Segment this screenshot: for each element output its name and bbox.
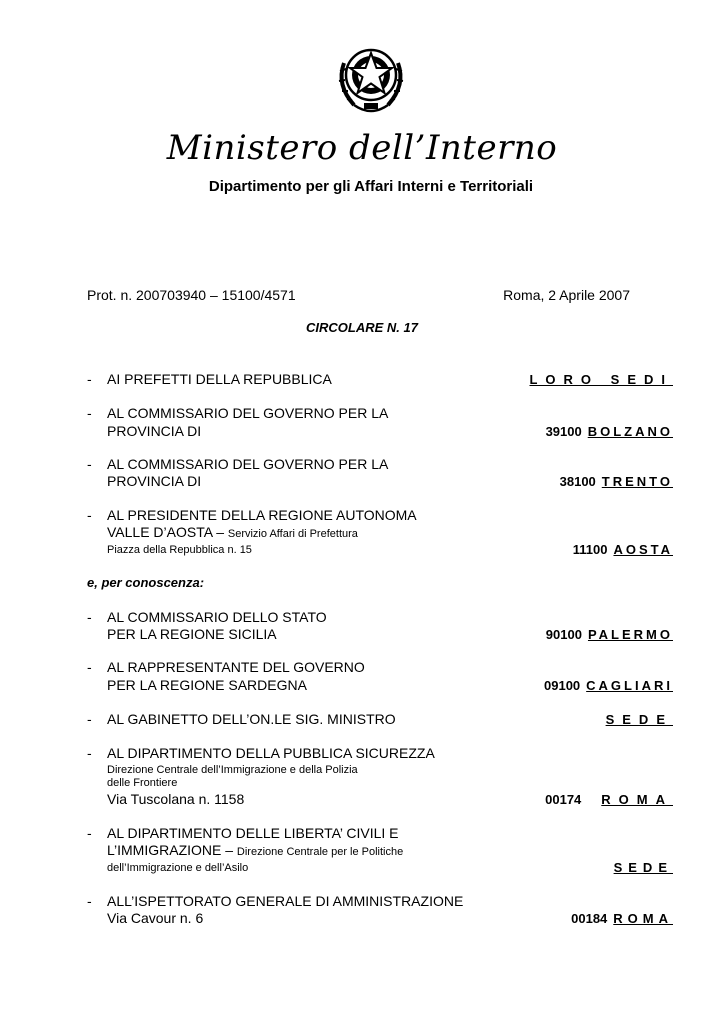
circular-number: CIRCOLARE N. 17 bbox=[306, 320, 418, 335]
recipient-line: Via Tuscolana n. 1158 bbox=[107, 791, 245, 807]
recipient-cap: 39100 bbox=[545, 424, 582, 439]
recipient-line bbox=[107, 524, 358, 540]
recipient-line: PER LA REGIONE SICILIA bbox=[107, 626, 277, 642]
recipient-address bbox=[560, 474, 673, 489]
recipient-address bbox=[606, 712, 673, 727]
recipient-city: BOLZANO bbox=[587, 424, 673, 439]
recipient-line: PROVINCIA DI bbox=[107, 473, 202, 489]
recipient-line: PER LA REGIONE SARDEGNA bbox=[107, 677, 307, 693]
recipient-line: AL COMMISSARIO DEL GOVERNO PER LA bbox=[107, 456, 389, 472]
recipient-address bbox=[529, 372, 673, 387]
document-date: Roma, 2 Aprile 2007 bbox=[503, 287, 630, 303]
recipient-city: ROMA bbox=[601, 792, 673, 807]
republic-emblem-icon bbox=[330, 45, 412, 119]
cc-label: e, per conoscenza: bbox=[87, 575, 205, 590]
recipient-address bbox=[614, 860, 673, 875]
recipient-line: Piazza della Repubblica n. 15 bbox=[107, 544, 252, 556]
list-dash: - bbox=[87, 609, 92, 625]
recipient-city: ROMA bbox=[613, 911, 673, 926]
recipient-city: PALERMO bbox=[587, 627, 673, 642]
recipient-address bbox=[546, 627, 673, 642]
recipient-city: LORO SEDI bbox=[529, 372, 673, 387]
recipient-cap: 90100 bbox=[545, 627, 582, 642]
list-dash: - bbox=[87, 659, 92, 675]
recipient-address bbox=[571, 911, 673, 926]
recipient-cap: 38100 bbox=[559, 474, 596, 489]
recipient-line-detail: Servizio Affari di Prefettura bbox=[227, 528, 358, 540]
list-dash: - bbox=[87, 825, 92, 841]
list-dash: - bbox=[87, 405, 92, 421]
recipient-city: TRENTO bbox=[601, 474, 673, 489]
recipient-line: Via Cavour n. 6 bbox=[107, 910, 204, 926]
list-dash: - bbox=[87, 711, 92, 727]
protocol-number: Prot. n. 200703940 – 15100/4571 bbox=[87, 287, 296, 303]
recipient-line: AL COMMISSARIO DELLO STATO bbox=[107, 609, 327, 625]
recipient-address bbox=[573, 542, 673, 557]
recipient-line: AL RAPPRESENTANTE DEL GOVERNO bbox=[107, 659, 365, 675]
recipient-line-main: L’IMMIGRAZIONE – bbox=[107, 842, 234, 858]
recipient-line: delle Frontiere bbox=[107, 777, 178, 789]
recipient-address bbox=[546, 424, 673, 439]
recipient-address bbox=[544, 678, 673, 693]
department-title: Dipartimento per gli Affari Interni e Territoriali bbox=[208, 178, 534, 195]
recipient-line: AL COMMISSARIO DEL GOVERNO PER LA bbox=[107, 405, 389, 421]
recipient-line: ALL’ISPETTORATO GENERALE DI AMMINISTRAZIONE bbox=[107, 893, 464, 909]
ministry-title: Ministero dell’Interno bbox=[166, 128, 558, 168]
recipient-line: AL DIPARTIMENTO DELLA PUBBLICA SICUREZZA bbox=[107, 745, 435, 761]
recipient-cap: 11100 bbox=[572, 542, 608, 557]
list-dash: - bbox=[87, 893, 92, 909]
recipient-line: AL GABINETTO DELL’ON.LE SIG. MINISTRO bbox=[107, 711, 396, 727]
recipient-line bbox=[107, 842, 403, 858]
list-dash: - bbox=[87, 456, 92, 472]
recipient-line: AL DIPARTIMENTO DELLE LIBERTA’ CIVILI E bbox=[107, 825, 399, 841]
recipient-cap: 00174 bbox=[545, 792, 582, 807]
recipient-line: PROVINCIA DI bbox=[107, 423, 202, 439]
recipient-city: SEDE bbox=[613, 860, 673, 875]
recipient-line: AL PRESIDENTE DELLA REGIONE AUTONOMA bbox=[107, 507, 417, 523]
recipient-city: CAGLIARI bbox=[586, 678, 673, 693]
recipient-line: dell’Immigrazione e dell’Asilo bbox=[107, 862, 249, 874]
recipient-line-detail: Direzione Centrale per le Politiche bbox=[236, 846, 404, 858]
recipient-line: Direzione Centrale dell’Immigrazione e della Polizia bbox=[107, 764, 358, 776]
recipient-cap: 00184 bbox=[571, 911, 608, 926]
list-dash: - bbox=[87, 371, 92, 387]
recipient-city: AOSTA bbox=[613, 542, 673, 557]
recipient-city: SEDE bbox=[605, 712, 673, 727]
list-dash: - bbox=[87, 745, 92, 761]
list-dash: - bbox=[87, 507, 92, 523]
recipient-line-main: VALLE D’AOSTA – bbox=[107, 524, 224, 540]
recipient-cap: 09100 bbox=[544, 678, 581, 693]
recipient-address bbox=[545, 792, 673, 807]
recipient-line: AI PREFETTI DELLA REPUBBLICA bbox=[107, 371, 332, 387]
